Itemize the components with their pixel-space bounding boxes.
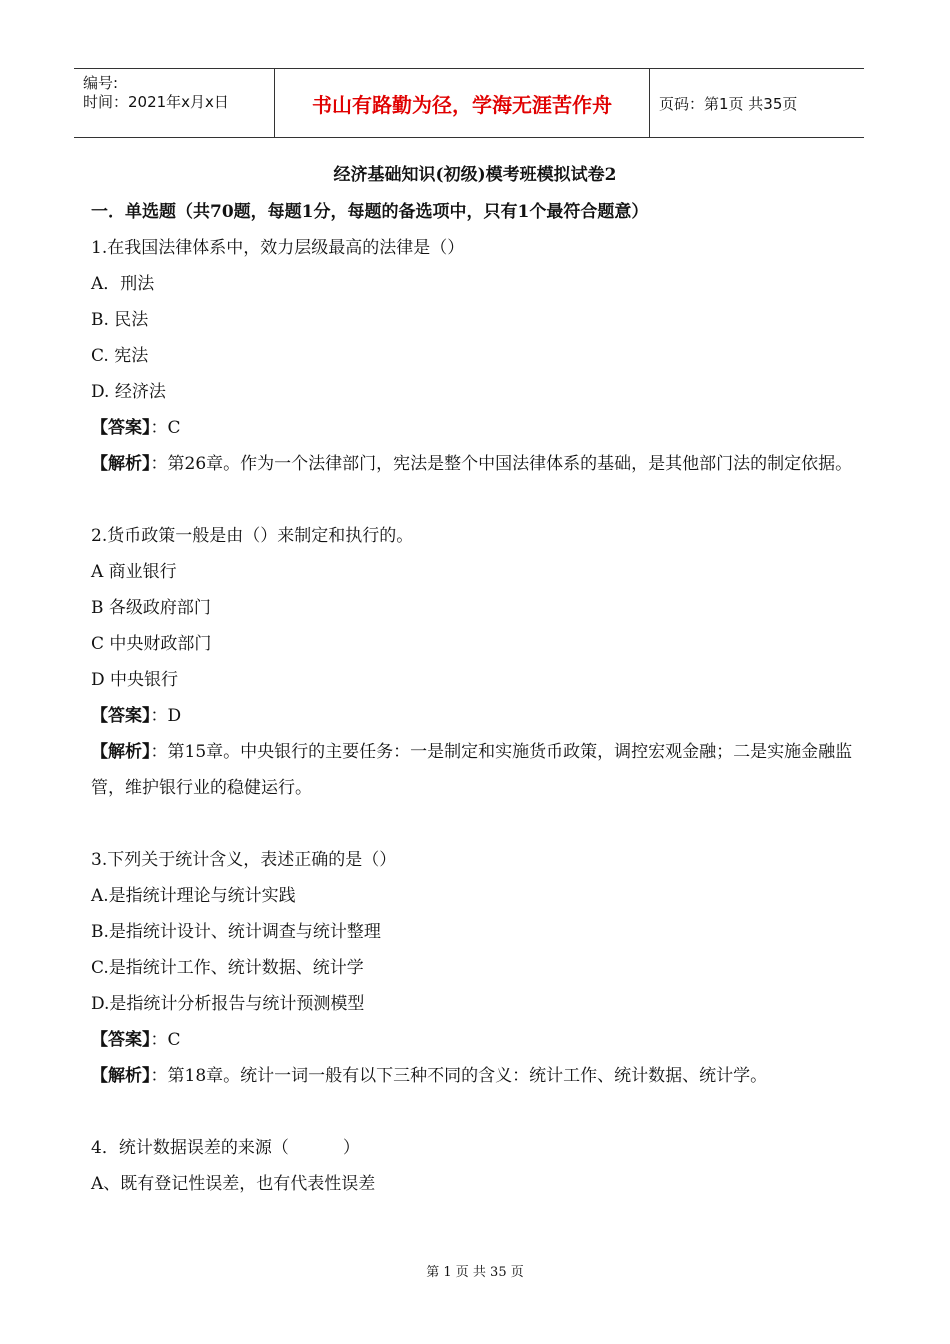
document-title: 经济基础知识(初级)模考班模拟试卷2 xyxy=(333,165,617,185)
number-label: 编号: xyxy=(83,74,119,92)
option: D.是指统计分析报告与统计预测模型 xyxy=(91,994,365,1014)
header-motto-cell xyxy=(275,69,650,137)
analysis-text: ：第26章。作为一个法律部门，宪法是整个中国法律体系的基础，是其他部门法的制定依据。 xyxy=(150,454,853,474)
option: C.是指统计工作、统计数据、统计学 xyxy=(91,958,364,978)
spacer xyxy=(91,806,861,842)
answer-tag: 【答案】 xyxy=(91,706,151,726)
analysis-tag: 【解析】 xyxy=(91,742,151,762)
option: A、既有登记性误差，也有代表性误差 xyxy=(91,1174,376,1194)
question-stem: 3.下列关于统计含义，表述正确的是（） xyxy=(91,850,397,870)
analysis-text: ：第15章。中央银行的主要任务：一是制定和实施货币政策，调控宏观金融；二是实施金融监管，维护银行业的稳健运行。 xyxy=(91,742,853,798)
spacer xyxy=(91,482,861,518)
question-stem: 2.货币政策一般是由（）来制定和执行的。 xyxy=(91,526,414,546)
motto: 书山有路勤为径，学海无涯苦作舟 xyxy=(312,92,612,117)
option: A 商业银行 xyxy=(91,562,177,582)
page-code: 页码：第1页 共35页 xyxy=(659,94,798,113)
page-footer: 第 1 页 共 35 页 xyxy=(426,1265,524,1280)
header-info-cell xyxy=(74,69,275,137)
answer-line xyxy=(91,410,861,446)
spacer xyxy=(91,1094,861,1130)
option: B. 民法 xyxy=(91,310,149,330)
analysis-line xyxy=(91,1058,861,1094)
analysis-line xyxy=(91,734,861,806)
question-stem: 1.在我国法律体系中，效力层级最高的法律是（） xyxy=(91,238,465,258)
question-stem: 4．统计数据误差的来源（ ） xyxy=(91,1138,360,1158)
analysis-tag: 【解析】 xyxy=(91,454,151,474)
analysis-text: ：第18章。统计一词一般有以下三种不同的含义：统计工作、统计数据、统计学。 xyxy=(150,1066,768,1086)
option: A.是指统计理论与统计实践 xyxy=(91,886,296,906)
header-page-cell xyxy=(650,69,864,137)
option: A．刑法 xyxy=(91,274,155,294)
time-label: 时间：2021年x月x日 xyxy=(83,93,229,111)
question-list xyxy=(91,230,861,1202)
option: D. 经济法 xyxy=(91,382,166,402)
answer-line xyxy=(91,698,861,734)
option: D 中央银行 xyxy=(91,670,179,690)
answer-tag: 【答案】 xyxy=(91,1030,151,1050)
answer-tag: 【答案】 xyxy=(91,418,151,438)
option: B 各级政府部门 xyxy=(91,598,211,618)
answer-value: ：C xyxy=(150,1030,181,1050)
answer-value: ：D xyxy=(150,706,182,726)
analysis-line xyxy=(91,446,861,482)
section-heading: 一．单选题（共70题，每题1分，每题的备选项中，只有1个最符合题意） xyxy=(91,202,649,222)
answer-line xyxy=(91,1022,861,1058)
header-table xyxy=(74,68,864,138)
option: C. 宪法 xyxy=(91,346,149,366)
answer-value: ：C xyxy=(150,418,181,438)
analysis-tag: 【解析】 xyxy=(91,1066,151,1086)
option: B.是指统计设计、统计调查与统计整理 xyxy=(91,922,381,942)
option: C 中央财政部门 xyxy=(91,634,212,654)
